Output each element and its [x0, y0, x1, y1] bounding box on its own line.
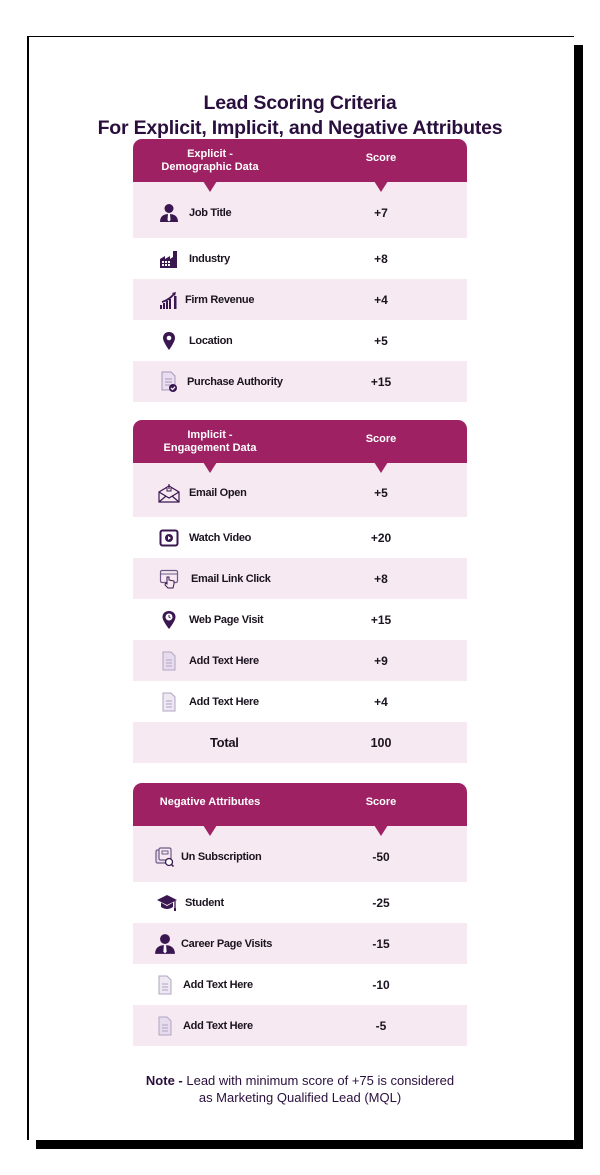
note-line-2: as Marketing Qualified Lead (MQL): [198, 1090, 402, 1105]
implicit-header-line2: Engagement Data: [163, 441, 257, 454]
document-icon: [157, 690, 181, 714]
footnote: [0, 1072, 600, 1106]
factory-icon: [157, 247, 181, 271]
document-check-icon: [157, 370, 181, 394]
person-tie-icon: [153, 932, 177, 956]
web-visit-pin-icon: [157, 608, 181, 632]
row-score: +4: [374, 694, 388, 709]
header-pointer: [203, 181, 217, 192]
header-pointer: [203, 462, 217, 473]
row-score: -50: [372, 850, 390, 864]
implicit-header-title: [133, 420, 287, 463]
table-row: [133, 238, 467, 279]
table-row: [133, 361, 467, 402]
explicit-score-header: Score: [365, 152, 397, 164]
table-row: [133, 182, 467, 238]
total-value: 100: [370, 735, 392, 750]
header-pointer: [374, 462, 388, 473]
explicit-header-line1: Explicit -: [187, 147, 233, 160]
row-label: Web Page Visit: [189, 613, 264, 626]
negative-header: [133, 783, 467, 826]
row-score: +4: [374, 292, 388, 307]
row-label: Industry: [189, 252, 230, 265]
document-icon: [153, 1014, 177, 1038]
row-score: -25: [372, 895, 390, 910]
page-title: [0, 91, 600, 141]
location-pin-icon: [157, 329, 181, 353]
implicit-header: [133, 420, 467, 463]
row-score: -5: [375, 1018, 387, 1033]
header-pointer: [374, 825, 388, 836]
document-icon: [157, 649, 181, 673]
header-pointer: [203, 825, 217, 836]
table-row: [133, 681, 467, 722]
implicit-section: [133, 420, 467, 763]
table-row: [133, 599, 467, 640]
row-label: Job Title: [189, 207, 232, 219]
table-row: [133, 640, 467, 681]
row-label: Add Text Here: [189, 695, 259, 708]
explicit-header-title: [133, 139, 287, 182]
unsubscribe-icon: [153, 845, 177, 869]
growth-chart-icon: [157, 288, 181, 312]
implicit-score-header: Score: [365, 433, 397, 445]
person-tie-icon: [157, 201, 181, 225]
explicit-header: [133, 139, 467, 182]
graduation-cap-icon: [155, 891, 179, 915]
header-pointer: [374, 181, 388, 192]
row-label: Firm Revenue: [185, 293, 255, 306]
total-label: Total: [210, 735, 239, 750]
note-line-1: [0, 1072, 600, 1089]
note-prefix: Note -: [145, 1073, 183, 1088]
row-label: Add Text Here: [189, 654, 259, 667]
email-open-icon: [157, 481, 181, 505]
row-label: Add Text Here: [183, 978, 253, 991]
row-label: Student: [185, 896, 224, 909]
row-label: Career Page Visits: [181, 937, 273, 950]
row-score: +20: [370, 530, 392, 545]
note-text-1: Lead with minimum score of +75 is considered: [182, 1073, 455, 1088]
row-score: +5: [374, 333, 388, 348]
negative-header-title: Negative Attributes: [159, 796, 261, 808]
row-label: Watch Video: [189, 531, 252, 544]
row-score: +5: [374, 486, 388, 500]
document-icon: [153, 973, 177, 997]
row-score: -15: [372, 936, 390, 951]
table-row: [133, 320, 467, 361]
explicit-header-line2: Demographic Data: [161, 160, 259, 173]
row-label: Add Text Here: [183, 1019, 253, 1032]
row-score: -10: [372, 977, 390, 992]
link-click-icon: [157, 567, 181, 591]
row-score: +9: [374, 653, 388, 668]
explicit-section: [133, 139, 467, 402]
row-label: Location: [189, 334, 233, 347]
table-row: [133, 1005, 467, 1046]
implicit-header-line1: Implicit -: [187, 428, 233, 441]
table-row: [133, 923, 467, 964]
table-row: [133, 882, 467, 923]
total-row: [133, 722, 467, 763]
row-score: +8: [374, 571, 388, 586]
negative-section: [133, 783, 467, 1046]
title-line-2: For Explicit, Implicit, and Negative Attributes: [97, 117, 503, 139]
row-score: +15: [370, 374, 392, 389]
table-row: [133, 517, 467, 558]
table-row: [133, 826, 467, 882]
title-line-1: Lead Scoring Criteria: [203, 92, 397, 114]
table-row: [133, 558, 467, 599]
table-row: [133, 463, 467, 517]
row-score: +8: [374, 251, 388, 266]
row-score: +7: [374, 206, 388, 220]
negative-score-header: Score: [365, 796, 397, 808]
row-label: Un Subscription: [181, 851, 262, 863]
table-row: [133, 964, 467, 1005]
row-score: +15: [370, 612, 392, 627]
row-label: Email Link Click: [191, 572, 271, 585]
row-label: Email Open: [189, 487, 247, 499]
table-row: [133, 279, 467, 320]
row-label: Purchase Authority: [187, 375, 283, 388]
video-play-icon: [157, 526, 181, 550]
